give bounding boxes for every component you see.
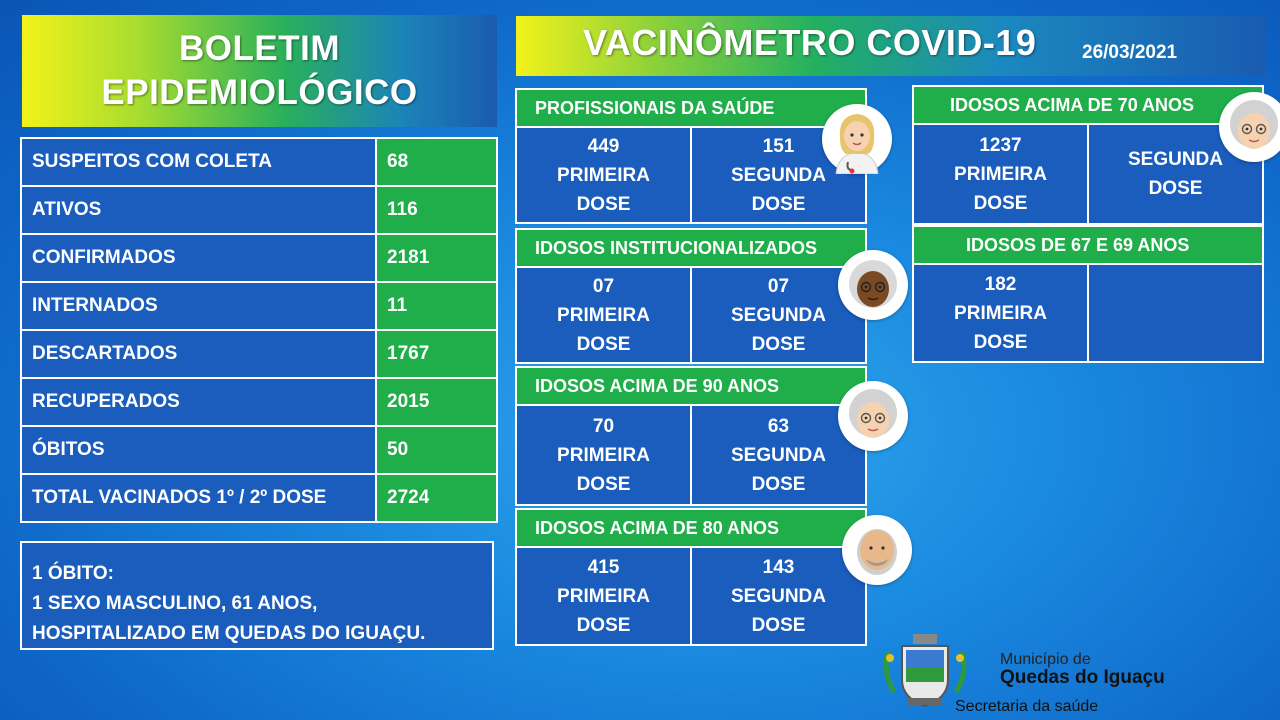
first-dose-value: 07 bbox=[592, 275, 615, 297]
vacinometro-date: 26/03/2021 bbox=[1082, 42, 1178, 63]
table-row bbox=[21, 378, 497, 426]
row-value: 1767 bbox=[376, 330, 497, 378]
group-idosos-67-69 bbox=[912, 225, 1264, 363]
first-dose-cell bbox=[515, 268, 692, 364]
first-dose-value: 1237 bbox=[979, 134, 1022, 156]
table-row bbox=[21, 138, 497, 186]
row-label: CONFIRMADOS bbox=[21, 234, 376, 282]
nurse-icon bbox=[822, 104, 892, 174]
dose-label: DOSE bbox=[1148, 178, 1203, 199]
dose-label: DOSE bbox=[973, 192, 1028, 214]
elderly-woman-icon bbox=[1219, 92, 1280, 162]
empty-dose-cell bbox=[1089, 265, 1264, 363]
dose-label: DOSE bbox=[751, 614, 806, 636]
dose-label: DOSE bbox=[751, 333, 806, 355]
first-dose-label: PRIMEIRA bbox=[954, 163, 1047, 185]
group-idosos-80 bbox=[515, 508, 867, 646]
group-idosos-90 bbox=[515, 366, 867, 506]
first-dose-value: 182 bbox=[984, 273, 1017, 295]
boletim-title bbox=[22, 15, 497, 127]
second-dose-label: SEGUNDA bbox=[730, 585, 826, 607]
boletim-title-line2: EPIDEMIOLÓGICO bbox=[101, 73, 418, 112]
dose-label: DOSE bbox=[576, 614, 631, 636]
first-dose-value: 70 bbox=[592, 415, 615, 437]
elderly-man-icon bbox=[842, 515, 912, 585]
city-name: Quedas do Iguaçu bbox=[1000, 667, 1165, 688]
first-dose-cell bbox=[515, 548, 692, 646]
row-label: DESCARTADOS bbox=[21, 330, 376, 378]
row-label: ÓBITOS bbox=[21, 426, 376, 474]
secretaria-label: Secretaria da saúde bbox=[955, 698, 1099, 715]
dose-label: DOSE bbox=[576, 333, 631, 355]
second-dose-value: 143 bbox=[762, 556, 795, 578]
first-dose-value: 449 bbox=[587, 135, 620, 157]
group-title: PROFISSIONAIS DA SAÚDE bbox=[515, 88, 867, 128]
group-idosos-institucionalizados bbox=[515, 228, 867, 364]
vacinometro-title: VACINÔMETRO COVID-19 bbox=[583, 22, 1037, 63]
row-value: 2724 bbox=[376, 474, 497, 522]
second-dose-cell bbox=[692, 548, 867, 646]
group-title: IDOSOS ACIMA DE 70 ANOS bbox=[912, 85, 1264, 125]
row-value: 68 bbox=[376, 138, 497, 186]
first-dose-label: PRIMEIRA bbox=[557, 585, 650, 607]
group-title: IDOSOS DE 67 E 69 ANOS bbox=[912, 225, 1264, 265]
row-value: 11 bbox=[376, 282, 497, 330]
municipio-label: Município de bbox=[1000, 651, 1091, 668]
row-label: INTERNADOS bbox=[21, 282, 376, 330]
row-label: ATIVOS bbox=[21, 186, 376, 234]
row-value: 2181 bbox=[376, 234, 497, 282]
row-value: 2015 bbox=[376, 378, 497, 426]
elderly-woman-dark-icon bbox=[838, 250, 908, 320]
note-line3: HOSPITALIZADO EM QUEDAS DO IGUAÇU. bbox=[32, 623, 426, 644]
row-value: 116 bbox=[376, 186, 497, 234]
obito-note bbox=[20, 541, 494, 650]
row-value: 50 bbox=[376, 426, 497, 474]
table-row bbox=[21, 186, 497, 234]
table-row bbox=[21, 282, 497, 330]
second-dose-label: SEGUNDA bbox=[730, 164, 826, 186]
first-dose-label: PRIMEIRA bbox=[557, 164, 650, 186]
group-title: IDOSOS ACIMA DE 80 ANOS bbox=[515, 508, 867, 548]
row-label: TOTAL VACINADOS 1º / 2º DOSE bbox=[21, 474, 376, 522]
dose-label: DOSE bbox=[973, 331, 1028, 353]
table-row bbox=[21, 474, 497, 522]
elderly-woman-icon bbox=[838, 381, 908, 451]
group-idosos-70 bbox=[912, 85, 1264, 225]
first-dose-cell bbox=[912, 265, 1089, 363]
row-label: RECUPERADOS bbox=[21, 378, 376, 426]
boletim-table bbox=[20, 137, 498, 523]
second-dose-value: 63 bbox=[767, 415, 790, 437]
second-dose-label: SEGUNDA bbox=[730, 304, 826, 326]
first-dose-cell bbox=[912, 125, 1089, 225]
boletim-title-line1: BOLETIM bbox=[179, 29, 340, 68]
note-line2: 1 SEXO MASCULINO, 61 ANOS, bbox=[32, 593, 318, 614]
second-dose-label: SEGUNDA bbox=[730, 444, 826, 466]
second-dose-value: 151 bbox=[762, 135, 795, 157]
dose-label: DOSE bbox=[576, 193, 631, 215]
group-profissionais-saude bbox=[515, 88, 867, 224]
first-dose-label: PRIMEIRA bbox=[557, 444, 650, 466]
table-row bbox=[21, 234, 497, 282]
dose-label: DOSE bbox=[751, 473, 806, 495]
first-dose-label: PRIMEIRA bbox=[954, 302, 1047, 324]
group-title: IDOSOS ACIMA DE 90 ANOS bbox=[515, 366, 867, 406]
first-dose-cell bbox=[515, 128, 692, 224]
table-row bbox=[21, 426, 497, 474]
dose-label: DOSE bbox=[751, 193, 806, 215]
second-dose-value: 07 bbox=[767, 275, 790, 297]
note-line1: 1 ÓBITO: bbox=[32, 563, 114, 584]
table-row bbox=[21, 330, 497, 378]
first-dose-value: 415 bbox=[587, 556, 620, 578]
first-dose-label: PRIMEIRA bbox=[557, 304, 650, 326]
group-title: IDOSOS INSTITUCIONALIZADOS bbox=[515, 228, 867, 268]
row-label: SUSPEITOS COM COLETA bbox=[21, 138, 376, 186]
dose-label: DOSE bbox=[576, 473, 631, 495]
first-dose-cell bbox=[515, 406, 692, 506]
second-dose-label: SEGUNDA bbox=[1127, 149, 1223, 170]
